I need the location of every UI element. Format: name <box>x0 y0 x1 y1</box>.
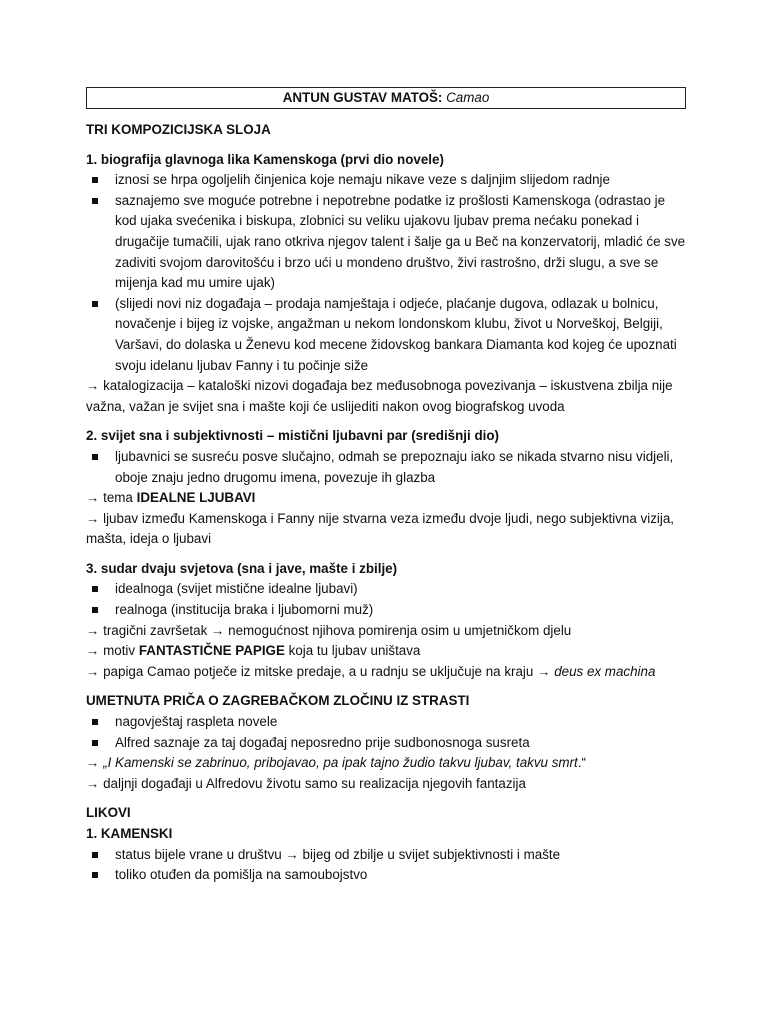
section-heading-1: 1. biografija glavnoga lika Kamenskoga (prvi dio novele) <box>86 151 444 167</box>
list-item: iznosi se hrpa ogoljelih činjenica koje nemaju nikave veze s daljnjim slijedom radnje <box>86 170 686 191</box>
arrow-text: .“ <box>577 755 586 771</box>
section-heading-2: 2. svijet sna i subjektivnosti – mistični ljubavni par (središnji dio) <box>86 428 499 444</box>
arrow-text: → motiv <box>86 643 139 659</box>
arrow-note <box>86 641 686 662</box>
document-title <box>86 87 686 109</box>
arrow-text: → <box>86 755 104 771</box>
arrow-text: koja tu ljubav uništava <box>284 643 421 659</box>
list-item: idealnoga (svijet mistične idealne ljubavi) <box>86 579 686 600</box>
list-item: Alfred saznaje za taj događaj neposredno prije sudbonosnoga susreta <box>86 733 686 754</box>
quote-text: „I Kamenski se zabrinuo, pribojavao, pa ipak tajno žudio takvu ljubav, takvu smrt <box>103 755 578 771</box>
arrow-note <box>86 753 686 774</box>
arrow-note: → tragični završetak → nemogućnost njihova pomirenja osim u umjetničkom djelu <box>86 622 572 638</box>
arrow-text: → papiga Camao potječe iz mitske predaje, a u radnju se uključuje na kraju → <box>86 663 555 679</box>
document-page <box>86 87 686 886</box>
arrow-note <box>86 662 686 683</box>
list-item: toliko otuđen da pomišlja na samoubojstvo <box>86 865 686 886</box>
list-item: status bijele vrane u društvu → bijeg od zbilje u svijet subjektivnosti i mašte <box>86 845 686 866</box>
section-heading-3: 3. sudar dvaju svjetova (sna i jave, mašte i zbilje) <box>86 560 398 576</box>
list-item: nagovještaj raspleta novele <box>86 712 686 733</box>
title-work: Camao <box>446 90 490 105</box>
italic-text: deus ex machina <box>554 663 656 679</box>
list-item: realnoga (institucija braka i ljubomorni muž) <box>86 600 686 621</box>
section-heading-4: UMETNUTA PRIČA O ZAGREBAČKOM ZLOČINU IZ STRASTI <box>86 693 470 709</box>
arrow-note <box>86 488 686 509</box>
list-item: saznajemo sve moguće potrebne i nepotrebne podatke iz prošlosti Kamenskoga (odrastao je kod ujaka svećenika i biskupa, zlobnici su veliku ujakovu ljubav prema nećaku ponekad i drugačije tumačili, ujak rano otkriva njegov talent i šalje ga u Beč na konzervatorij, mladić će sve zadiviti svojom darovitošću i brzo ući u mondeno društvo, živi rastrošno, drži slugu, a sve se mijenja kad mu umire ujak) <box>86 191 686 294</box>
list-item: (slijedi novi niz događaja – prodaja namještaja i odjeće, plaćanje dugova, odlazak u bolnicu, novačenje i bijeg iz vojske, angažman u nekom londonskom klubu, život u Norveškoj, Belgiji, Varšavi, do dolaska u Ženevu kod mecene židovskog bankara Diamanta kod kojeg će upoznati svoju idelanu ljubav Fanny i tu počinje siže <box>86 294 686 376</box>
section-heading-layers: TRI KOMPOZICIJSKA SLOJA <box>86 122 271 137</box>
arrow-note: → ljubav između Kamenskoga i Fanny nije stvarna veza između dvoje ljudi, nego subjektivna vizija, mašta, ideja o ljubavi <box>86 510 675 547</box>
section-heading-characters: LIKOVI <box>86 805 131 821</box>
list-item: ljubavnici se susreću posve slučajno, odmah se prepoznaju iako se nikada stvarno nisu vidjeli, oboje znaju jedno drugomu imena, povezuje ih glazba <box>86 447 686 488</box>
title-author: ANTUN GUSTAV MATOŠ: <box>282 90 443 105</box>
emphasis-text: IDEALNE LJUBAVI <box>136 490 256 506</box>
arrow-note: → katalogizacija – kataloški nizovi događaja bez međusobnoga povezivanja – iskustvena zbilja nije važna, važan je svijet sna i mašte koji će uslijediti nakon ovog biografskog uvoda <box>86 378 673 414</box>
arrow-note: → daljnji događaji u Alfredovu životu samo su realizacija njegovih fantazija <box>86 775 526 791</box>
emphasis-text: FANTASTIČNE PAPIGE <box>138 643 285 659</box>
arrow-text: → tema <box>86 490 137 506</box>
subsection-heading: 1. KAMENSKI <box>86 826 173 841</box>
